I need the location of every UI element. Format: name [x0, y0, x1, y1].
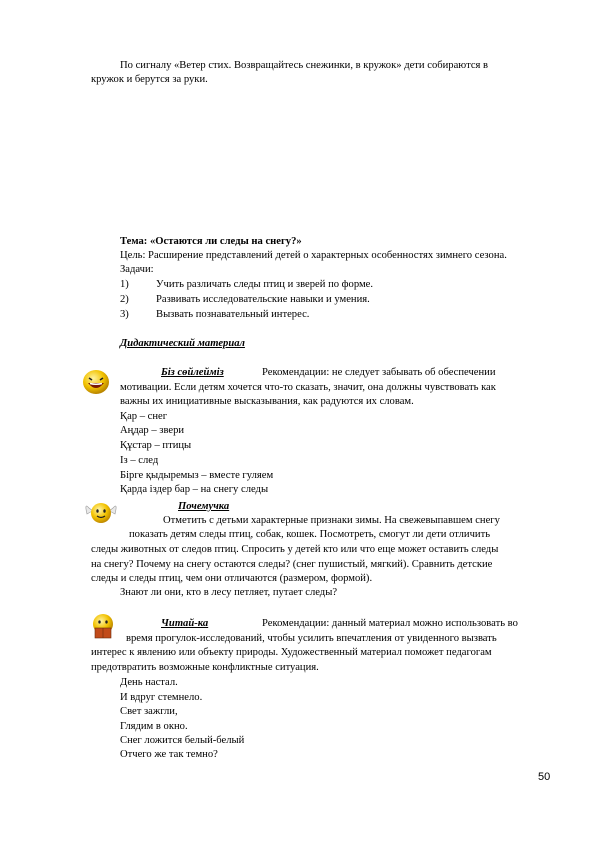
task-number: 2) — [120, 294, 129, 305]
task-item — [120, 293, 370, 307]
vocab-item: Із – след — [120, 455, 159, 466]
poem-line: Глядим в окно. — [120, 721, 188, 732]
pochemuchka-line: на снегу? Почему на снегу остаются следы? (снег пушистый, мягкий). Сравнить детские — [91, 559, 493, 570]
chitay-rec-line-2: время прогулок-исследований, чтобы усилить впечатления от увиденного вызвать — [126, 633, 497, 644]
chitay-rec-line-3: интерес к явлению или объекту природы. Художественный материал поможет педагогам — [91, 647, 492, 658]
pochemuchka-line: Знают ли они, кто в лесу петляет, путает следы? — [120, 587, 338, 598]
chitay-rec-line-1: Рекомендации: данный материал можно использовать во — [262, 618, 518, 629]
biz-rec-line-3: важны их инициативные высказывания, как радуются их словам. — [120, 396, 414, 407]
pochemuchka-line: Отметить с детьми характерные признаки зимы. На свежевыпавшем снегу — [163, 515, 500, 526]
pochemuchka-title: Почемучка — [178, 501, 230, 512]
pochemuchka-line: показать детям следы птиц, собак, кошек. Посмотреть, смогут ли дети отличить — [129, 529, 491, 540]
intro-line-1: По сигналу «Ветер стих. Возвращайтесь снежинки, в кружок» дети собираются в — [120, 60, 489, 71]
reading-smiley-icon — [88, 612, 118, 645]
vocab-item: Бірге қыдыремыз – вместе гуляем — [120, 470, 274, 481]
biz-rec-line-1: Рекомендации: не следует забывать об обеспечении — [262, 367, 496, 378]
page-number: 50 — [538, 771, 551, 783]
task-number: 1) — [120, 279, 129, 290]
topic-title: Тема: «Остаются ли следы на снегу?» — [120, 236, 302, 247]
task-text: Развивать исследовательские навыки и умения. — [156, 294, 370, 305]
task-item — [120, 278, 373, 292]
poem-line: Свет зажгли, — [120, 706, 178, 717]
biz-title: Біз сөйлейміз — [161, 367, 224, 378]
intro-line-2: кружок и берутся за руки. — [91, 74, 208, 85]
vocab-item: Қарда іздер бар – на снегу следы — [120, 484, 269, 495]
poem-line: Отчего же так темно? — [120, 749, 218, 760]
task-item — [120, 308, 309, 322]
biz-rec-line-2: мотивации. Если детям хочется что-то сказать, значит, она должны чувствовать как — [120, 382, 496, 393]
topic-goal: Цель: Расширение представлений детей о характерных особенностях зимнего сезона. — [120, 250, 507, 261]
task-text: Вызвать познавательный интерес. — [156, 309, 310, 320]
vocab-item: Құстар – птицы — [120, 440, 192, 451]
task-text: Учить различать следы птиц и зверей по форме. — [156, 279, 374, 290]
pochemuchka-line: следы и следы птиц, чем они отличаются (размером, формой). — [91, 573, 373, 584]
winged-smiley-icon — [84, 500, 118, 531]
laughing-smiley-icon — [80, 368, 112, 401]
tasks-label: Задачи: — [120, 264, 154, 275]
vocab-item: Аңдар – звери — [120, 425, 185, 436]
didactic-heading: Дидактический материал — [120, 338, 245, 349]
vocab-item: Қар – снег — [120, 411, 168, 422]
task-number: 3) — [120, 309, 129, 320]
chitay-title: Читай-ка — [161, 618, 209, 629]
chitay-rec-line-4: предотвратить возможные конфликтные ситуация. — [91, 662, 319, 673]
poem-line: День настал. — [120, 677, 178, 688]
poem-line: И вдруг стемнело. — [120, 692, 203, 703]
poem-line: Снег ложится белый-белый — [120, 735, 245, 746]
pochemuchka-line: следы животных от следов птиц. Спросить у детей кто или что еще может оставить следы — [91, 544, 499, 555]
